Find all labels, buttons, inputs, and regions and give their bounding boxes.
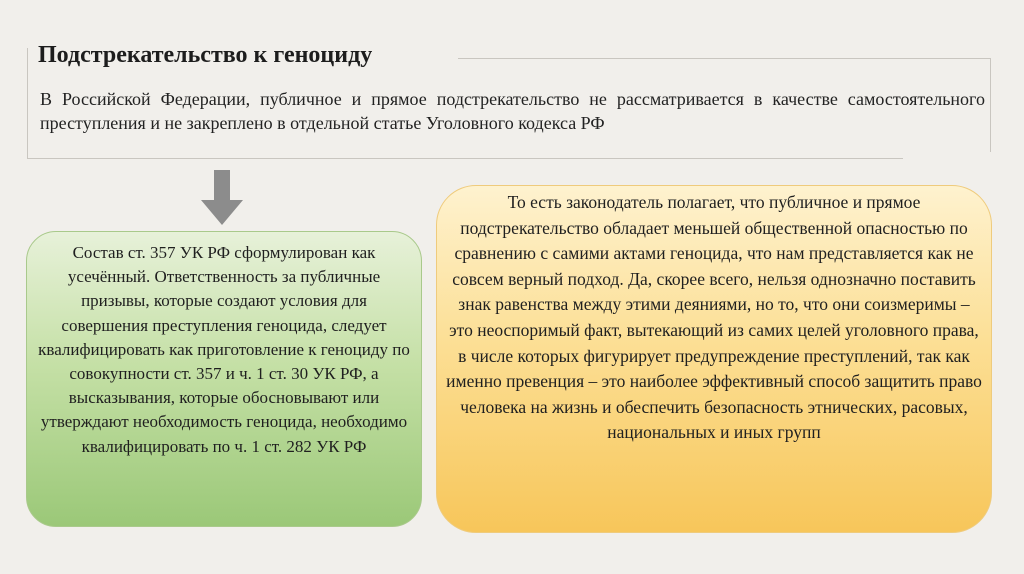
- down-arrow-icon: [201, 170, 243, 225]
- orange-box-text: То есть законодатель полагает, что публичное и прямое подстрекательство обладает меньшей общественной опасностью по сравнению с самими актами геноцида, что нам представляется как не совсем верный подход. Да, скорее всего, нельзя однозначно поставить знак равенства между этими деяниями, но то, что они соизмеримы – это неоспоримый факт, вытекающий из самих целей уголовного права, в числе которых фигурирует предупреждение преступлений, так как именно превенция – это наиболее эффективный способ защитить право человека на жизнь и обеспечить безопасность этнических, расовых, национальных и иных групп: [446, 192, 982, 443]
- header-frame-left-line: [27, 48, 28, 158]
- header-frame-right-line: [990, 58, 991, 152]
- header-frame-bottom-line: [27, 158, 903, 159]
- header-frame-top-line: [458, 58, 990, 59]
- intro-paragraph: В Российской Федерации, публичное и прямое подстрекательство не рассматривается в качестве самостоятельного преступления и не закреплено в отдельной статье Уголовного кодекса РФ: [40, 89, 985, 133]
- slide-title: Подстрекательство к геноциду: [38, 42, 373, 68]
- green-box-text: Состав ст. 357 УК РФ сформулирован как усечённый. Ответственность за публичные призывы, которые создают условия для совершения преступления геноцида, следует квалифицировать как приготовление к геноциду по совокупности ст. 357 и ч. 1 ст. 30 УК РФ, а высказывания, которые обосновывают или утверждают необходимость геноцида, необходимо квалифицировать по ч. 1 ст. 282 УК РФ: [38, 243, 410, 456]
